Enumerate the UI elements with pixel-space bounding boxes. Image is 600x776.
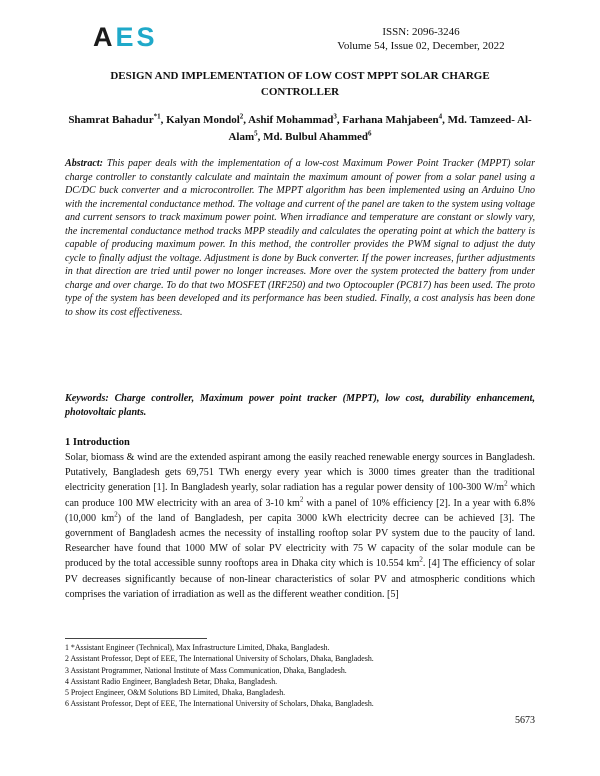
issn-text: ISSN: 2096-3246 [382,26,460,38]
author-6-mark: 6 [368,129,372,138]
author-6: , Md. Bulbul Ahammed [257,131,368,143]
intro-text-3: with a panel of 10% efficiency [2]. In a year with 6.8% (10,000 km [65,497,535,524]
abstract [65,157,535,320]
footnotes [65,642,535,710]
logo-letter-a: A [93,22,116,52]
author-1-mark: *1 [153,112,161,121]
section-heading-introduction: 1 Introduction [65,437,130,448]
footnote-4: 4 Assistant Radio Engineer, Bangladesh Betar, Dhaka, Bangladesh. [65,676,278,686]
volume-text: Volume 54, Issue 02, December, 2022 [337,40,505,52]
title-line-2: CONTROLLER [260,85,340,98]
intro-text-2: which can produce 100 MW electricity with an area of 3-10 km [65,482,535,509]
abstract-label: Abstract: [65,158,103,169]
footnote-6: 6 Assistant Professor, Dept of EEE, The International University of Scholars, Dhaka, Bangladesh. [65,699,374,709]
author-3-mark: 3 [333,112,337,121]
page-number: 5673 [515,715,535,726]
author-4: , Farhana Mahjabeen [336,114,439,126]
author-2: , Kalyan Mondol [160,114,240,126]
intro-sup-3: 2 [114,510,118,519]
intro-sup-2: 2 [299,495,304,504]
intro-text-5: . [4] The efficiency of solar PV decreases significantly because of non-linear characteristics of solar PV and atmospheric conditions which comprises the variation of irradiation as well as the different weather condition. [5] [65,558,535,600]
author-3: , Ashif Mohammad [243,114,334,126]
keywords [65,392,535,420]
introduction-paragraph [65,450,535,602]
abstract-text: This paper deals with the implementation of a low-cost Maximum Power Point Tracker (MPPT) solar charge controller to constantly calculate and maintain the maximum amount of power from a solar panel using a DC/DC buck converter and a microcontroller. The MPPT algorithm has been implemented using an Arduino Uno with the incremental conductance method. The voltage and current of the panel are taken to the system using voltage and current sensors to track maximum power point. When irradiance and temperature are constant or slowly vary, the incremental conductance method tracks MPP steadily and calculates the operating point at which the battery is capable of producing maximum power. In this method, the controller provides the PWM signal to adjust the duty cycle to finally adjust the voltage. Adjustment is done by Buck converter. If the power increases, further adjustments in that direction are tried until power no longer increases. More over the system protected the battery from under charge and over charge. To do that two MOSFET (IRF250) and two Optocoupler (PC817) has been used. The proto type of the system has been developed and its performance has been studied. Finally, a cost analysis has been done to show its cost effectiveness. [65,158,535,319]
logo-letters-es: ES [115,22,158,52]
intro-text-4: ) of the land of Bangladesh, per capita 3000 kWh electricity decree can be achieved [3]. The government of Bangladesh acmes the necessity of installing rooftop solar PV system due to the paucity of land. Researcher have found that 1000 MW of solar PV electricity with 75 W capacity of the solar module can be produced by the total accessible sunny rooftops area in Dhaka city which is 10.554 km [65,512,535,570]
footnote-1: 1 *Assistant Engineer (Technical), Max Infrastructure Limited, Dhaka, Bangladesh. [65,643,330,652]
intro-sup-1: 2 [504,480,508,489]
keywords-text: Charge controller, Maximum power point tracker (MPPT), low cost, durability enhancement, photovoltaic plants. [65,393,535,418]
author-5-mark: 5 [254,129,258,138]
footnote-3: 3 Assistant Programmer, National Institute of Mass Communication, Dhaka, Bangladesh. [65,665,347,675]
paper-title [60,69,540,100]
author-2-mark: 2 [239,112,244,121]
intro-text-1: Solar, biomass & wind are the extended aspirant among the easily reached renewable energy sources in Bangladesh. Putatively, Bangladesh gets 69,751 TWh energy every year which is 3000 times greater than the traditional electricity generation [1]. In Bangladesh yearly, solar radiation has a regular power density of 100-300 W/m [65,452,535,494]
author-1: Shamrat Bahadur [68,114,154,126]
intro-sup-4: 2 [419,556,423,565]
footnote-divider [65,638,207,639]
author-5: , Md. Tamzeed- Al- Alam [228,114,532,143]
footnote-2: 2 Assistant Professor, Dept of EEE, The International University of Scholars, Dhaka, Bangladesh. [65,654,374,664]
title-line-1: DESIGN AND IMPLEMENTATION OF LOW COST MPPT SOLAR CHARGE [110,70,490,82]
author-4-mark: 4 [438,112,443,121]
author-list [60,112,540,146]
keywords-label: Keywords: [65,393,109,404]
journal-header [306,25,536,53]
footnote-5: 5 Project Engineer, O&M Solutions BD Limited, Dhaka, Bangladesh. [65,688,286,698]
journal-logo [93,22,158,53]
